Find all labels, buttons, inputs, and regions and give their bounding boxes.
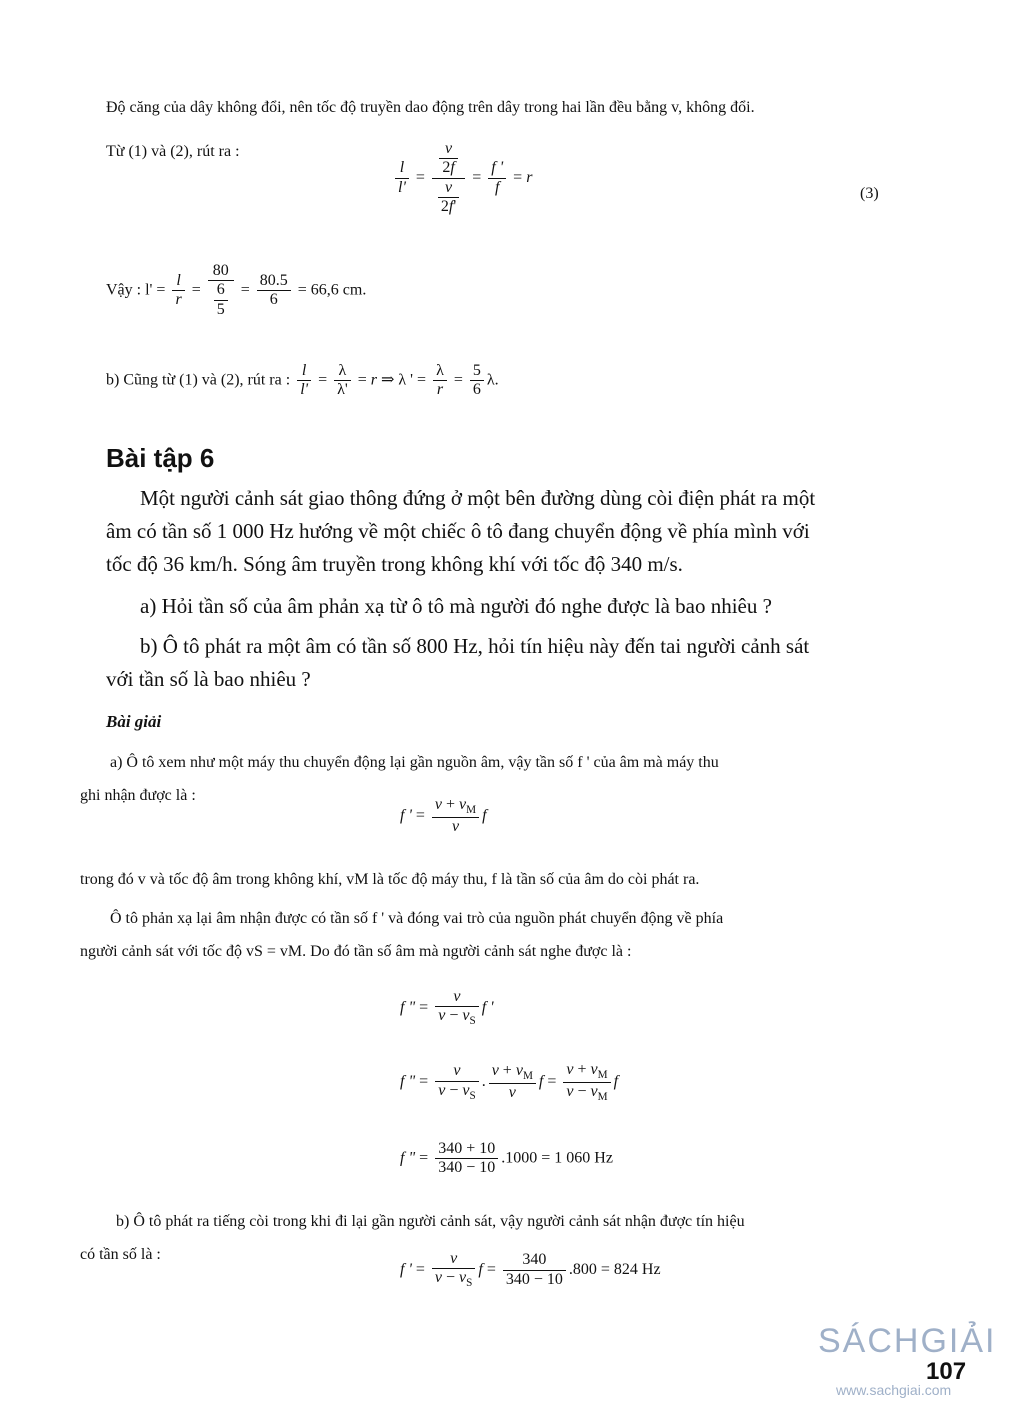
solution-a-line-3: trong đó v và tốc độ âm trong không khí, vM là tốc độ máy thu, f là tần số của âm do còi phát ra.	[80, 871, 700, 888]
page-number: 107	[926, 1358, 967, 1385]
result-l-prime: Vậy : l' = $\frac{l}{r}$ = $\frac{80}{\frac{6}{5}}$ = $\frac{80.5}{6}$ = 66,6 cm.	[106, 262, 367, 318]
formula-f-double-value: f " = $\frac{340 + 10}{340 - 10}$ .1000 = 1 060 Hz	[400, 1140, 613, 1177]
solution-b-line-2: có tần số là :	[80, 1246, 161, 1263]
equation-3: $\frac{l}{l'}$ = $\frac{\frac{v}{2f}}{\frac{v}{2f'}}$ = $\frac{f '}{f}$ = r	[392, 140, 532, 217]
derive-line: Từ (1) và (2), rút ra :	[106, 143, 240, 160]
part-b-text: b) Cũng từ (1) và (2), rút ra :	[106, 371, 291, 389]
calc-2-result: .800 = 824 Hz	[568, 1260, 661, 1278]
question-a: a) Hỏi tần số của âm phản xạ từ ô tô mà người đó nghe được là bao nhiêu ?	[140, 594, 772, 618]
formula-b-value: f ' = $\frac{v}{v - v_S}$ f = $\frac{340}{340 - 10}$ .800 = 824 Hz	[400, 1250, 661, 1290]
solution-label: Bài giải	[106, 712, 162, 731]
exercise-line-2: âm có tần số 1 000 Hz hướng về một chiếc ô tô đang chuyển động về phía mình với	[106, 519, 810, 543]
equation-3-label: (3)	[860, 185, 879, 202]
exercise-line-1: Một người cảnh sát giao thông đứng ở một bên đường dùng còi điện phát ra một	[140, 486, 816, 510]
question-b-line-2: với tần số là bao nhiêu ?	[106, 667, 311, 691]
exercise-title: Bài tập 6	[106, 443, 215, 473]
watermark-brand: SÁCHGIẢI	[818, 1322, 997, 1360]
solution-a-line-2: ghi nhận được là :	[80, 787, 196, 804]
question-b-line-1: b) Ô tô phát ra một âm có tần số 800 Hz, hỏi tín hiệu này đến tai người cảnh sát	[140, 634, 810, 658]
vay-result: = 66,6 cm.	[297, 281, 367, 299]
solution-a-line-1: a) Ô tô xem như một máy thu chuyển động lại gần nguồn âm, vậy tần số f ' của âm mà máy thu	[110, 754, 719, 771]
exercise-line-3: tốc độ 36 km/h. Sóng âm truyền trong không khí với tốc độ 340 m/s.	[106, 552, 683, 576]
solution-b-line-1: b) Ô tô phát ra tiếng còi trong khi đi lại gần người cảnh sát, vậy người cảnh sát nhận được tín hiệu	[116, 1213, 745, 1230]
vay-label: Vậy : l' =	[106, 281, 166, 299]
solution-a-line-5: người cảnh sát với tốc độ vS = vM. Do đó tần số âm mà người cảnh sát nghe được là :	[80, 943, 632, 960]
watermark-url: www.sachgiai.com	[836, 1382, 952, 1398]
intro-line: Độ căng của dây không đổi, nên tốc độ truyền dao động trên dây trong hai lần đều bằng v, không đổi.	[106, 99, 755, 116]
calc-1-result: .1000 = 1 060 Hz	[501, 1149, 613, 1167]
formula-f-prime: f ' = $\frac{v + v_M}{v}$ f	[400, 796, 487, 835]
solution-a-line-4: Ô tô phản xạ lại âm nhận được có tần số f ' và đóng vai trò của nguồn phát chuyển động về phía	[110, 910, 724, 927]
part-b-lambda: b) Cũng từ (1) và (2), rút ra : $\frac{l}{l'}$ = $\frac{\lambda}{\lambda'}$ = r ⇒ λ ' = $\frac{\lambda}{r}$ = $\frac{5}{6}$ λ.	[106, 362, 499, 399]
formula-f-double-1: f " = $\frac{v}{v - v_S}$ f '	[400, 988, 494, 1028]
formula-f-double-2: f " = $\frac{v}{v - v_S}$ . $\frac{v + v_M}{v}$ f = $\frac{v + v_M}{v - v_M}$ f	[400, 1061, 619, 1103]
